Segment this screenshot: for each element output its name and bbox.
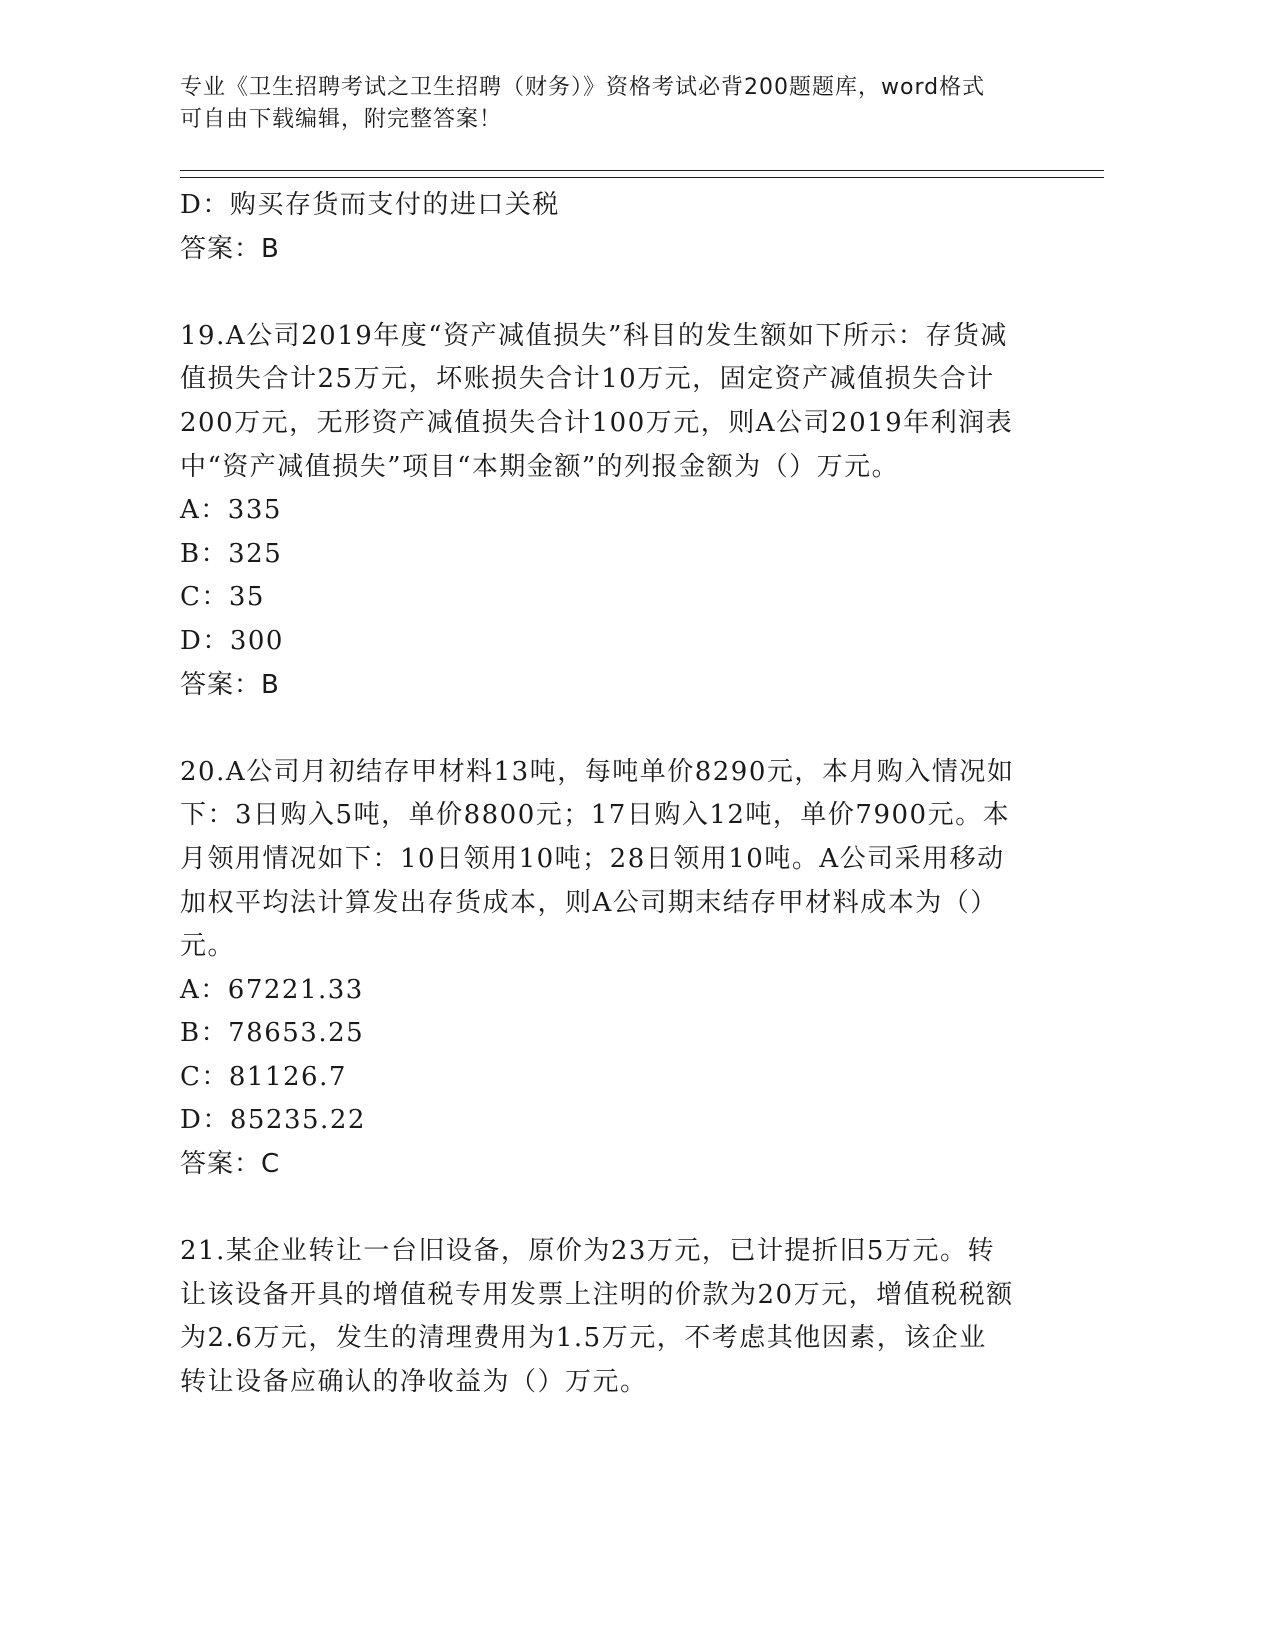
answer-line: 答案：B: [180, 669, 280, 700]
spacer: [180, 1187, 1040, 1231]
option-a: A：335: [180, 495, 282, 526]
spacer: [180, 271, 1040, 315]
question-text-line: 中“资产减值损失”项目“本期金额”的列报金额为（）万元。: [180, 451, 900, 482]
question-text-line: 值损失合计25万元，坏账损失合计10万元，固定资产减值损失合计: [180, 364, 995, 395]
spacer: [180, 707, 1040, 751]
question-19: [180, 315, 1040, 707]
option-b: B：78653.25: [180, 1018, 365, 1049]
question-text-line: 200万元，无形资产减值损失合计100万元，则A公司2019年利润表: [180, 407, 1014, 438]
question-text-line: 让该设备开具的增值税专用发票上注明的价款为20万元，增值税税额: [180, 1279, 1014, 1310]
header-line-2: 可自由下载编辑，附完整答案！: [180, 107, 503, 132]
option-c: C：81126.7: [180, 1061, 347, 1092]
option-d: D：购买存货而支付的进口关税: [180, 190, 560, 220]
document-body: [180, 184, 1040, 1405]
question-text-line: 下：3日购入5吨，单价8800元；17日购入12吨，单价7900元。本: [180, 800, 1011, 831]
document-header: [180, 72, 1060, 136]
question-text-line: 月领用情况如下：10日领用10吨；28日领用10吨。A公司采用移动: [180, 843, 1005, 874]
answer-line: 答案：C: [180, 1149, 281, 1180]
question-text-line: 转让设备应确认的净收益为（）万元。: [180, 1367, 648, 1398]
question-text-line: 21.某企业转让一台旧设备，原价为23万元，已计提折旧5万元。转: [180, 1236, 995, 1267]
option-d: D：85235.22: [180, 1105, 366, 1136]
question-text-line: 为2.6万元，发生的清理费用为1.5万元，不考虑其他因素，该企业: [180, 1323, 987, 1354]
header-divider-top: [180, 170, 1104, 171]
option-d: D：300: [180, 625, 284, 656]
question-text-line: 20.A公司月初结存甲材料13吨，每吨单价8290元，本月购入情况如: [180, 756, 1015, 787]
question-21: [180, 1230, 1040, 1404]
question-20: [180, 751, 1040, 1187]
header-divider-bottom: [180, 177, 1104, 178]
question-text-line: 加权平均法计算发出存货成本，则A公司期末结存甲材料成本为（）: [180, 887, 998, 918]
header-line-1: 专业《卫生招聘考试之卫生招聘（财务）》资格考试必背200题题库，word格式: [180, 75, 986, 100]
option-b: B：325: [180, 538, 283, 569]
answer-line: 答案：B: [180, 233, 280, 264]
option-c: C：35: [180, 582, 265, 613]
option-a: A：67221.33: [180, 974, 364, 1005]
previous-question-tail: [180, 184, 1040, 271]
question-text-line: 19.A公司2019年度“资产减值损失”科目的发生额如下所示：存货减: [180, 320, 1008, 351]
question-text-line: 元。: [180, 931, 236, 962]
